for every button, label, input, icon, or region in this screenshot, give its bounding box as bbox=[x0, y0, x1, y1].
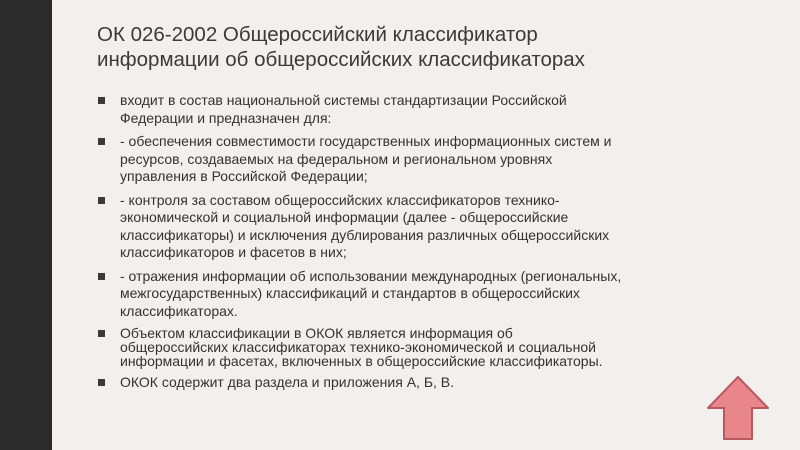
bullet-item bbox=[97, 326, 737, 368]
square-bullet-icon bbox=[98, 138, 105, 145]
square-bullet-icon bbox=[98, 330, 105, 337]
bullet-line: входит в состав национальной системы стандартизации Российской bbox=[120, 92, 567, 108]
slide-title bbox=[97, 22, 717, 72]
bullet-line: - отражения информации об использовании международных (региональных, bbox=[120, 267, 622, 284]
bullet-line: классификаторы) и исключения дублирования различных общероссийских bbox=[120, 226, 610, 243]
left-accent-bar bbox=[0, 0, 52, 450]
square-bullet-icon bbox=[98, 197, 105, 204]
square-bullet-icon bbox=[98, 273, 105, 280]
up-arrow-icon bbox=[705, 374, 771, 442]
bullet-item bbox=[97, 192, 737, 262]
bullet-line: классификаторов и фасетов в них; bbox=[120, 244, 347, 260]
bullet-line: ОКОК содержит два раздела и приложения А, Б, В. bbox=[120, 374, 455, 390]
title-line: информации об общероссийских классификаторах bbox=[97, 48, 585, 71]
bullet-item bbox=[97, 374, 737, 392]
bullet-line: классификаторах. bbox=[120, 302, 238, 319]
bullet-list bbox=[97, 92, 737, 398]
bullet-item bbox=[97, 133, 737, 186]
bullet-line: общероссийских классификаторах технико-экономической и социальной bbox=[120, 339, 596, 355]
bullet-line: - контроля за составом общероссийских классификаторов технико- bbox=[120, 191, 560, 208]
bullet-line: Объектом классификации в ОКОК является информация об bbox=[120, 325, 513, 341]
bullet-line: межгосударственных) классификаций и стандартов в общероссийских bbox=[120, 285, 580, 301]
bullet-line: управления в Российской Федерации; bbox=[120, 168, 368, 184]
square-bullet-icon bbox=[98, 97, 105, 104]
square-bullet-icon bbox=[98, 379, 105, 386]
bullet-line: информации и фасетах, включенных в общероссийские классификаторы. bbox=[120, 353, 603, 369]
bullet-line: - обеспечения совместимости государственных информационных систем и bbox=[120, 133, 612, 149]
bullet-line: ресурсов, создаваемых на федеральном и региональном уровнях bbox=[120, 150, 553, 167]
bullet-item bbox=[97, 268, 737, 321]
scroll-up-button[interactable] bbox=[705, 374, 771, 442]
bullet-item bbox=[97, 92, 737, 127]
bullet-line: Федерации и предназначен для: bbox=[120, 109, 332, 126]
title-line: ОК 026-2002 Общероссийский классификатор bbox=[97, 23, 538, 46]
bullet-line: экономической и социальной информации (далее - общероссийские bbox=[120, 209, 569, 225]
